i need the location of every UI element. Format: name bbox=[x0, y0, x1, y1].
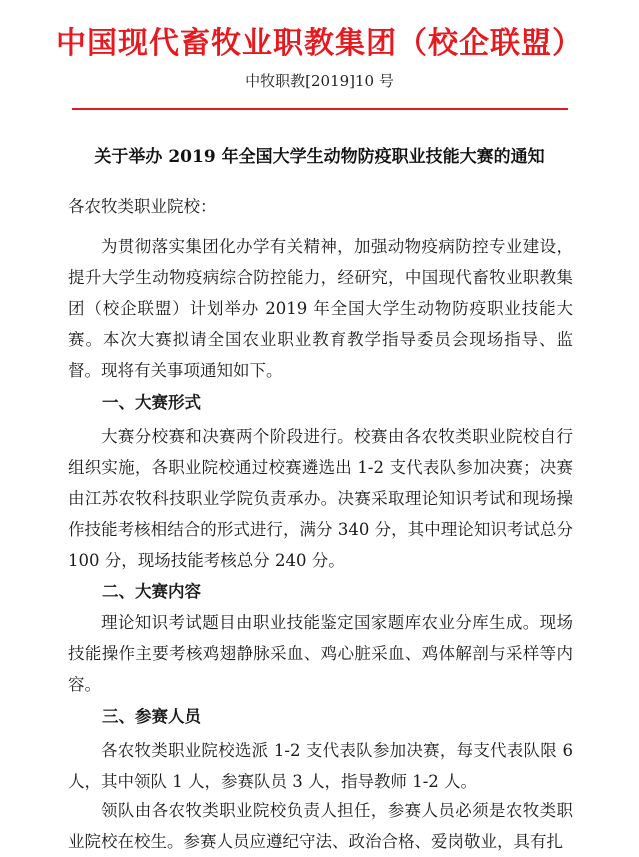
notice-title: 关于举办 2019 年全国大学生动物防疫职业技能大赛的通知 bbox=[94, 147, 545, 167]
section-participants-body-2 bbox=[68, 795, 573, 857]
section-heading-content: 二、大赛内容 bbox=[102, 582, 201, 601]
section-participants-paragraph-1: 各农牧类职业院校选派 1-2 支代表队参加决赛，每支代表队限 6 人，其中领队 1 人，参赛队员 3 人，指导教师 1-2 人。 bbox=[68, 741, 573, 791]
intro-text: 为贯彻落实集团化办学有关精神，加强动物疫病防控专业建设，提升大学生动物疫病综合防控能力，经研究，中国现代畜牧业职教集团（校企联盟）计划举办 2019 年全国大学生动物防疫职业技能大赛。本次大赛拟请全国农业职业教育教学指导委员会现场指导、监督。现将有关事项通知如下。 bbox=[68, 237, 573, 380]
section-participants-body bbox=[68, 735, 573, 797]
section-content-paragraph: 理论知识考试题目由职业技能鉴定国家题库农业分库生成。现场技能操作主要考核鸡翅静脉采血、鸡心脏采血、鸡体解剖与采样等内容。 bbox=[68, 613, 573, 694]
letterhead-org-name: 中国现代畜牧业职教集团（校企联盟） bbox=[56, 26, 583, 61]
section-heading-format: 一、大赛形式 bbox=[102, 393, 201, 412]
section-format-body bbox=[68, 421, 573, 576]
intro-paragraph bbox=[68, 231, 573, 386]
section-participants-paragraph-2: 领队由各农牧类职业院校负责人担任，参赛人员必须是农牧类职业院校在校生。参赛人员应遵纪守法、政治合格、爱岗敬业，具有扎 bbox=[68, 801, 573, 851]
section-heading-participants: 三、参赛人员 bbox=[102, 707, 201, 726]
section-format-paragraph: 大赛分校赛和决赛两个阶段进行。校赛由各农牧类职业院校自行组织实施，各职业院校通过校赛遴选出 1-2 支代表队参加决赛；决赛由江苏农牧科技职业学院负责承办。决赛采取理论知识考试和现场操作技能考核相结合的形式进行，满分 340 分，其中理论知识考试总分 100 分，现场技能考核总分 240 分。 bbox=[68, 427, 573, 570]
letterhead-divider bbox=[72, 108, 568, 110]
section-content-body bbox=[68, 607, 573, 700]
salutation: 各农牧类职业院校： bbox=[68, 197, 217, 216]
document-number: 中牧职教[2019]10 号 bbox=[245, 72, 394, 90]
